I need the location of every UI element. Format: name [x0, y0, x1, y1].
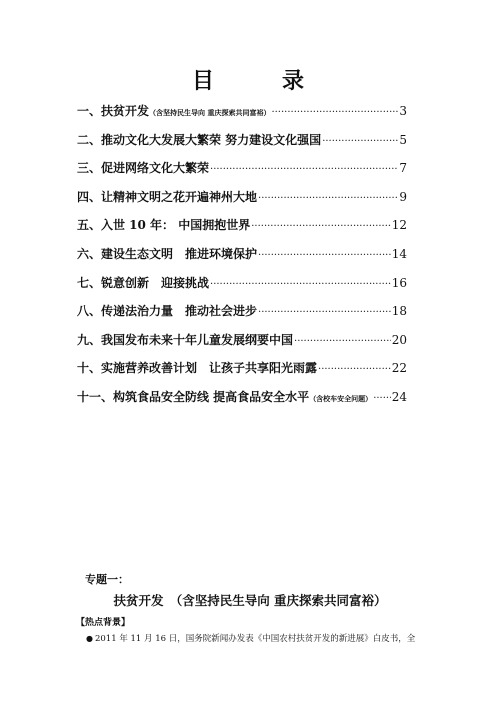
toc-entry[interactable] [77, 159, 407, 188]
toc-entry[interactable] [77, 274, 407, 303]
toc-page-number: 5 [399, 132, 407, 147]
toc-entry-label: 四、让精神文明之花开遍神州大地 [77, 189, 258, 204]
toc-page-number: 22 [391, 361, 407, 376]
toc-entry-note: （含坚持民生导向 重庆探索共同富裕） [149, 108, 271, 117]
toc-entry-label: 十一、构筑食品安全防线 提高食品安全水平 [77, 389, 310, 404]
toc-entry-label: 五、入世 10 年： 中国拥抱世界 [77, 218, 251, 233]
toc-entry[interactable] [77, 131, 407, 160]
toc-page-number: 20 [391, 332, 407, 347]
toc-page-number: 24 [391, 389, 407, 404]
toc-leader-dots [318, 364, 391, 375]
toc-page-number: 7 [399, 161, 407, 176]
toc-entry[interactable] [77, 245, 407, 274]
topic-label: 专题一： [85, 573, 129, 586]
toc-entry-label: 七、锐意创新 迎接挑战 [77, 275, 210, 290]
toc-title-right: 录 [282, 68, 309, 94]
paragraph [86, 632, 415, 644]
topic-title: 扶贫开发 （含坚持民生导向 重庆探索共同富裕） [113, 593, 387, 608]
toc-entry-label: 一、扶贫开发 [77, 104, 150, 118]
toc-leader-dots [210, 279, 391, 290]
toc-page-number: 14 [391, 246, 407, 261]
toc-leader-dots [322, 136, 398, 147]
toc-page-number: 12 [391, 218, 407, 233]
toc-leader-dots [294, 336, 391, 347]
toc-entry[interactable] [77, 359, 407, 388]
toc-entry-note: （含校车安全问题） [309, 393, 373, 403]
toc-entry[interactable] [77, 331, 407, 360]
toc-entry[interactable] [77, 302, 407, 331]
toc-page-number: 18 [391, 304, 407, 319]
toc-leader-dots [210, 164, 398, 175]
section-tag: 【热点背景】 [76, 618, 131, 628]
toc-leader-dots [258, 307, 391, 318]
toc-entry[interactable] [77, 188, 407, 217]
toc-leader-dots [258, 193, 398, 204]
toc-entry-label: 三、促进网络文化大繁荣 [77, 161, 210, 176]
toc-page-number: 3 [399, 104, 407, 118]
toc-entry-label: 九、我国发布未来十年儿童发展纲要中国 [77, 332, 294, 347]
bullet-icon: ● [86, 634, 93, 643]
toc-title-left: 目 [191, 68, 218, 94]
toc-entry[interactable] [77, 388, 407, 417]
toc-entry-label: 八、传递法治力量 推动社会进步 [77, 304, 258, 319]
toc-leader-dots [251, 221, 390, 232]
toc-entry-label: 二、推动文化大发展大繁荣 努力建设文化强国 [77, 132, 322, 147]
toc-entry-label: 十、实施营养改善计划 让孩子共享阳光雨露 [77, 361, 318, 376]
toc-leader-dots [271, 107, 398, 118]
toc-title [0, 64, 500, 95]
paragraph-text: 2011 年 11 月 16 日，国务院新闻办发表《中国农村扶贫开发的新进展》白皮书，全 [94, 634, 416, 644]
toc-entry[interactable] [77, 216, 407, 245]
toc-leader-dots [373, 393, 391, 404]
toc-leader-dots [258, 250, 391, 261]
toc-entry-label: 六、建设生态文明 推进环境保护 [77, 246, 258, 261]
toc-page-number: 16 [391, 275, 407, 290]
table-of-contents [77, 102, 407, 417]
toc-page-number: 9 [399, 189, 407, 204]
toc-entry[interactable] [77, 102, 407, 131]
